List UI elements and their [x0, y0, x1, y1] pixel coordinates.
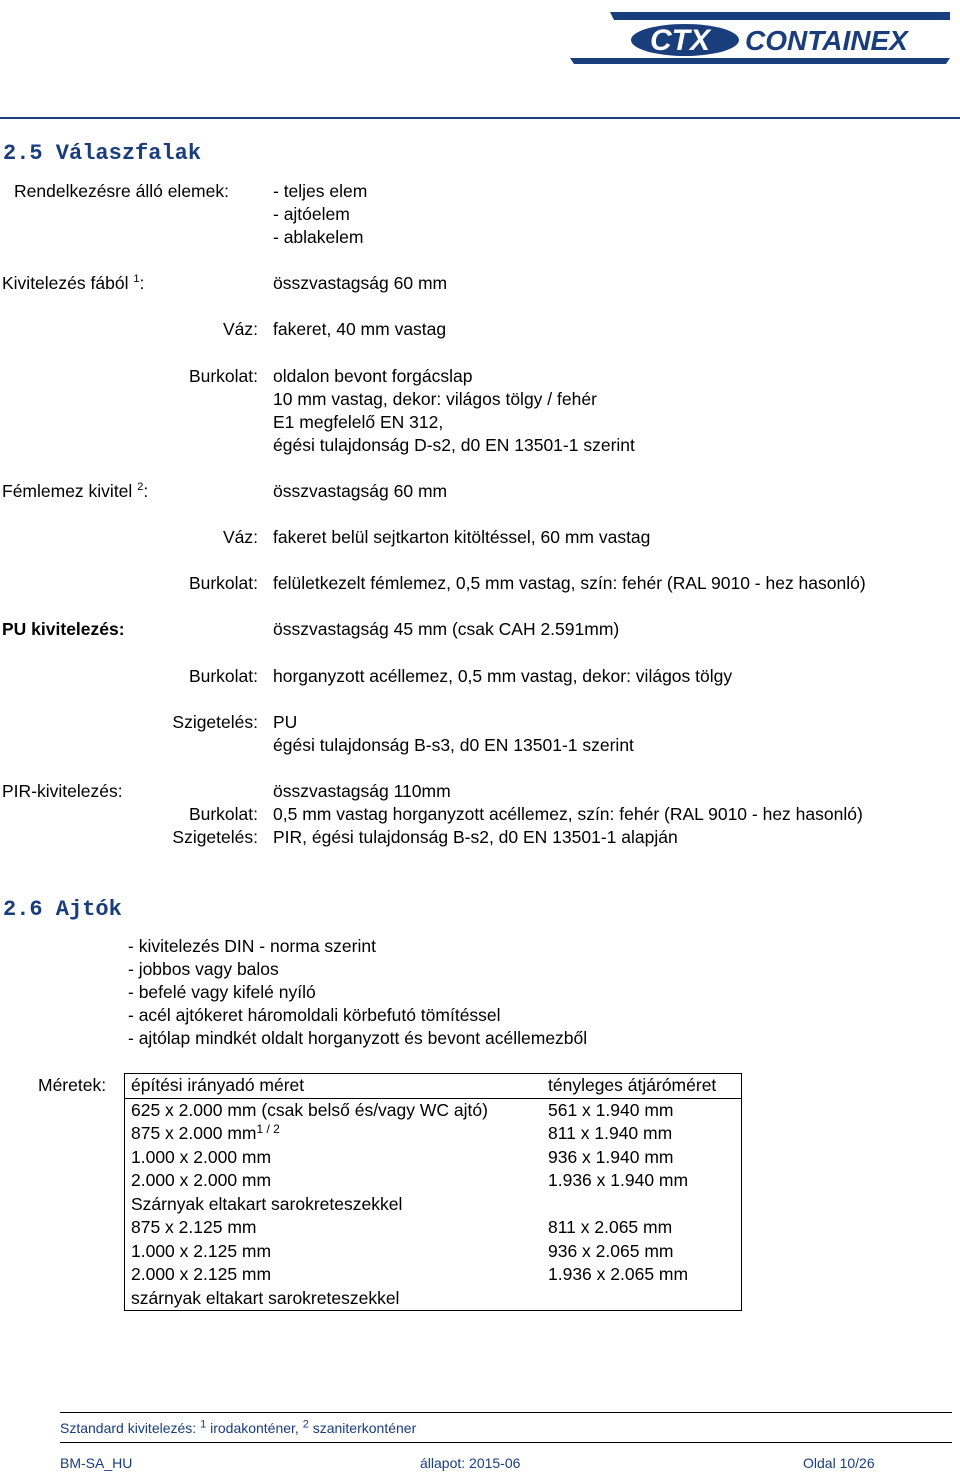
- table-cell: szárnyak eltakart sarokreteszekkel: [131, 1287, 400, 1308]
- wood-label: Kivitelezés fából $^1$:: [2, 273, 145, 293]
- footer-rule: [60, 1412, 952, 1413]
- wood-cover-line: E1 megfelelő EN 312,: [273, 412, 444, 432]
- table-cell: 625 x 2.000 mm (csak belső és/vagy WC ajtó): [131, 1099, 488, 1120]
- pir-cover: 0,5 mm vastag horganyzott acéllemez, szín: fehér (RAL 9010 - hez hasonló): [273, 804, 863, 824]
- table-row: [125, 1287, 742, 1311]
- metal-frame-label: Váz:: [222, 527, 258, 547]
- metal-cover: felületkezelt fémlemez, 0,5 mm vastag, szín: fehér (RAL 9010 - hez hasonló): [273, 573, 866, 593]
- logo-ctx-text: CTX: [650, 24, 710, 57]
- available-item: - ablakelem: [273, 227, 364, 247]
- wood-cover-line: oldalon bevont forgácslap: [273, 366, 473, 386]
- available-label: Rendelkezésre álló elemek:: [14, 181, 229, 201]
- wood-cover-line: égési tulajdonság D-s2, d0 EN 13501-1 szerint: [273, 435, 635, 455]
- table-row: [125, 1240, 742, 1264]
- section-title-2-6: 2.6 Ajtók: [3, 897, 122, 922]
- table-row: [125, 1193, 742, 1217]
- pir-insulation-label: Szigetelés:: [172, 827, 258, 847]
- table-cell: 1.000 x 2.000 mm: [131, 1146, 272, 1167]
- pu-insulation-label: Szigetelés:: [172, 712, 258, 732]
- wood-cover-label: Burkolat:: [188, 366, 258, 386]
- logo-containex-text: CONTAINEX: [745, 25, 908, 56]
- table-cell: 936 x 1.940 mm: [548, 1146, 674, 1167]
- pir-cover-label: Burkolat:: [188, 804, 258, 824]
- pu-insulation-line: égési tulajdonság B-s3, d0 EN 13501-1 szerint: [273, 735, 634, 755]
- metal-total: összvastagság 60 mm: [273, 481, 448, 501]
- table-cell: 811 x 2.065 mm: [548, 1217, 673, 1237]
- door-dimensions-table: [124, 1073, 742, 1311]
- column-header-nominal: építési irányadó méret: [131, 1075, 305, 1095]
- table-row: [125, 1146, 742, 1170]
- table-cell: 875 x 2.000 $mm^{1 / 2}$: [131, 1122, 280, 1143]
- column-header-clear: tényleges átjáróméret: [548, 1075, 717, 1095]
- table-row: [125, 1169, 742, 1193]
- table-cell: Szárnyak eltakart sarokreteszekkel: [131, 1193, 403, 1214]
- dimensions-label: Méretek:: [38, 1075, 107, 1095]
- table-cell: 936 x 2.065 mm: [548, 1240, 674, 1261]
- section-title-2-5: 2.5 Válaszfalak: [3, 141, 202, 166]
- wood-frame: fakeret, 40 mm vastag: [273, 319, 447, 339]
- pir-label: PIR-kivitelezés:: [2, 781, 123, 801]
- containex-logo: [570, 8, 950, 66]
- table-cell: [542, 1193, 742, 1217]
- table-cell: [542, 1287, 742, 1311]
- pu-total: összvastagság 45 mm (csak CAH 2.591mm): [273, 619, 620, 639]
- table-cell: 2.000 x 2.125 mm: [131, 1264, 272, 1284]
- table-header-row: [125, 1074, 742, 1099]
- pu-cover: horganyzott acéllemez, 0,5 mm vastag, dekor: világos tölgy: [273, 666, 733, 686]
- table-cell: 561 x 1.940 mm: [548, 1099, 674, 1120]
- table-cell: 1.936 x 2.065 mm: [548, 1264, 689, 1284]
- door-feature: - kivitelezés DIN - norma szerint: [128, 936, 376, 956]
- footer-doc-code: BM-SA_HU: [60, 1455, 133, 1471]
- table-row: [125, 1263, 742, 1287]
- door-feature: - befelé vagy kifelé nyíló: [128, 982, 316, 1002]
- header-rule: [0, 117, 960, 119]
- metal-cover-label: Burkolat:: [188, 573, 258, 593]
- pu-cover-label: Burkolat:: [188, 666, 258, 686]
- footer-note: Sztandard kivitelezés: $^1$ irodakonténer, $^2$ szaniterkonténer: [60, 1418, 417, 1436]
- door-feature: - ajtólap mindkét oldalt horganyzott és bevont acéllemezből: [128, 1028, 588, 1048]
- table-cell: 875 x 2.125 mm: [131, 1217, 257, 1237]
- table-cell: 1.000 x 2.125 mm: [131, 1240, 272, 1261]
- pu-label: PU kivitelezés:: [2, 619, 125, 639]
- footer-rule-lower: [60, 1442, 952, 1443]
- door-feature: - acél ajtókeret háromoldali körbefutó tömítéssel: [128, 1005, 501, 1025]
- footer-status: állapot: 2015-06: [420, 1455, 521, 1471]
- available-item: - teljes elem: [273, 181, 368, 201]
- wood-frame-label: Váz:: [222, 319, 258, 339]
- wood-cover-line: 10 mm vastag, dekor: világos tölgy / fehér: [273, 389, 597, 409]
- table-cell: 2.000 x 2.000 mm: [131, 1170, 272, 1190]
- table-cell: 1.936 x 1.940 mm: [548, 1170, 689, 1190]
- table-row: [125, 1122, 742, 1146]
- pir-insulation: PIR, égési tulajdonság B-s2, d0 EN 13501-1 alapján: [273, 827, 678, 847]
- pu-insulation-line: PU: [273, 712, 298, 732]
- table-cell: 811 x 1.940 mm: [548, 1123, 673, 1143]
- door-feature: - jobbos vagy balos: [128, 959, 279, 979]
- metal-label: Fémlemez kivitel $^2$:: [2, 481, 149, 501]
- pir-total: összvastagság 110mm: [273, 781, 451, 801]
- footer-page-number: Oldal 10/26: [803, 1455, 875, 1471]
- table-row: [125, 1216, 742, 1240]
- wood-total: összvastagság 60 mm: [273, 273, 448, 293]
- available-item: - ajtóelem: [273, 204, 350, 224]
- table-row: [125, 1098, 742, 1122]
- metal-frame: fakeret belül sejtkarton kitöltéssel, 60 mm vastag: [273, 527, 651, 547]
